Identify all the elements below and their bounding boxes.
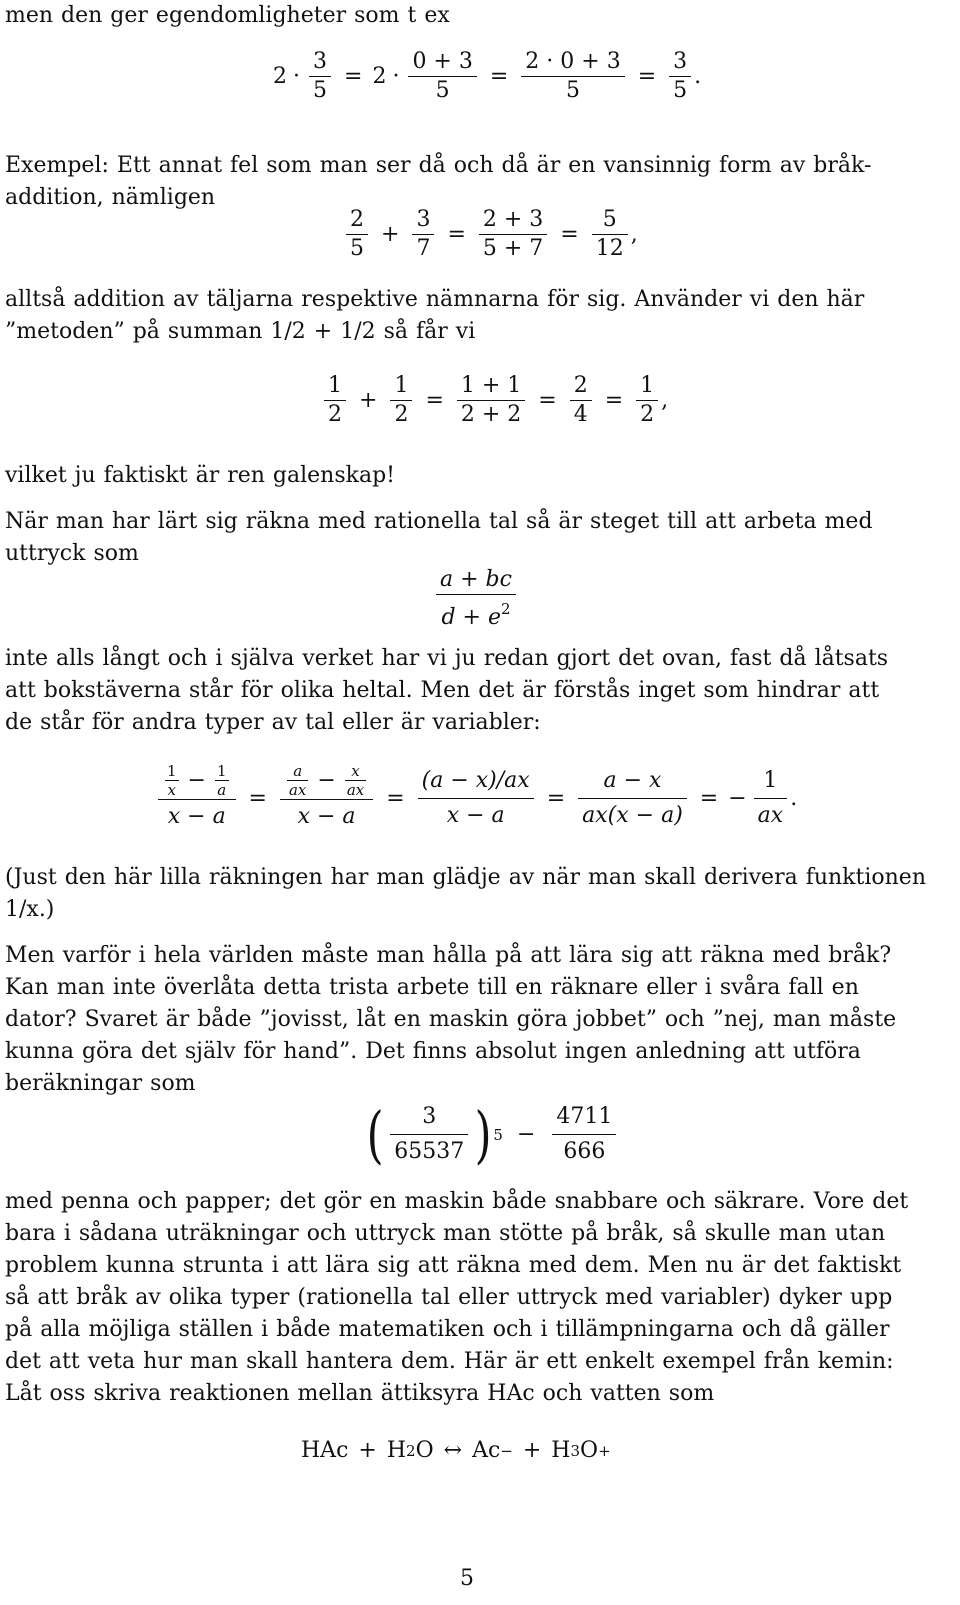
- text-line: uttryck som: [5, 541, 139, 566]
- compound-fraction: $\frac{1}{x}$ − $\frac{1}{a}$ x − a: [158, 762, 236, 834]
- text-line: det att veta hur man skall hantera dem. Här är ett enkelt exempel från kemin:: [5, 1349, 894, 1374]
- fraction: $\frac{3}{5}$: [309, 48, 331, 105]
- text-line: så att bråk av olika typer (rationella tal eller uttryck med variabler) dyker upp: [5, 1285, 893, 1310]
- text-line: med penna och papper; det gör en maskin både snabbare och säkrare. Vore det: [5, 1189, 909, 1214]
- fraction: $\frac{2 \cdot 0 + 3}{5}$: [521, 48, 624, 105]
- text-line: dator? Svaret är både ”jovisst, låt en maskin göra jobbet” och ”nej, man måste: [5, 1007, 897, 1032]
- text-line: addition, nämligen: [5, 185, 216, 210]
- text-line: på alla möjliga ställen i både matematiken och i tillämpningarna och då gäller: [5, 1317, 890, 1342]
- text-line: 1/x.): [5, 897, 55, 922]
- text-line: Låt oss skriva reaktionen mellan ättiksyra HAc och vatten som: [5, 1381, 715, 1406]
- text-line: Kan man inte överlåta detta trista arbete till en räknare eller i svåra fall en: [5, 975, 859, 1000]
- text-line: Men varför i hela världen måste man hålla på att lära sig att räkna med bråk?: [5, 943, 892, 968]
- page-number: 5: [460, 1566, 474, 1591]
- text-line: men den ger egendomligheter som t ex: [5, 3, 450, 28]
- text-line: alltså addition av täljarna respektive nämnarna för sig. Använder vi den här: [5, 287, 865, 312]
- text-line: beräkningar som: [5, 1071, 196, 1096]
- equation-5: $\frac{1}{x}$ − $\frac{1}{a}$ x − a = $\frac{a}{ax}$ − $\frac{x}{ax}$ x − a = $\frac{(a - x)/ax}{x - a}$ = $\frac{a - x}{ax(x - a)}$ = − $\frac{1}{ax}$ .: [155, 762, 797, 834]
- compound-fraction: $\frac{a}{ax}$ − $\frac{x}{ax}$ x − a: [280, 762, 373, 834]
- text-line: att bokstäverna står för olika heltal. Men det är förstås inget som hindrar att: [5, 678, 880, 703]
- text-line: inte alls långt och i själva verket har vi ju redan gjort det ovan, fast då låtsats: [5, 646, 889, 671]
- equation-7: HAc + H 2 O ↔ Ac − + H 3 O +: [301, 1438, 611, 1463]
- equation-1: 2 · $\frac{3}{5}$ = 2 · $\frac{0 + 3}{5}$ = $\frac{2 \cdot 0 + 3}{5}$ = $\frac{3}{5}$ .: [273, 49, 702, 103]
- equation-2: $\frac{2}{5}$ + $\frac{3}{7}$ = $\frac{2 + 3}{5 + 7}$ = $\frac{5}{12}$ ,: [343, 206, 638, 263]
- fraction: $\frac{3}{5}$: [669, 48, 691, 105]
- text-line: ”metoden” på summan 1/2 + 1/2 så får vi: [5, 319, 476, 344]
- text-line: de står för andra typer av tal eller är variabler:: [5, 710, 541, 735]
- text-line: vilket ju faktiskt är ren galenskap!: [5, 463, 395, 488]
- equation-6: ( $\frac{3}{65537}$ ) 5 − $\frac{4711}{666}$: [363, 1100, 619, 1169]
- equation-3: $\frac{1}{2}$ + $\frac{1}{2}$ = $\frac{1 + 1}{2 + 2}$ = $\frac{2}{4}$ = $\frac{1}{2}$ ,: [321, 372, 668, 429]
- text-line: kunna göra det själv för hand”. Det finns absolut ingen anledning att utföra: [5, 1039, 861, 1064]
- text-line: När man har lärt sig räkna med rationella tal så är steget till att arbeta med: [5, 509, 873, 534]
- text-line: Exempel: Ett annat fel som man ser då och då är en vansinnig form av bråk-: [5, 153, 872, 178]
- text-line: bara i sådana uträkningar och uttryck man stötte på bråk, så skulle man utan: [5, 1221, 886, 1246]
- text-line: problem kunna strunta i att lära sig att räkna med dem. Men nu är det faktiskt: [5, 1253, 902, 1278]
- fraction: $\frac{0 + 3}{5}$: [408, 48, 476, 105]
- equation-4: $\frac{a + bc}{d + e^2}$: [433, 566, 519, 632]
- text-line: (Just den här lilla räkningen har man glädje av när man skall derivera funktionen: [5, 865, 926, 890]
